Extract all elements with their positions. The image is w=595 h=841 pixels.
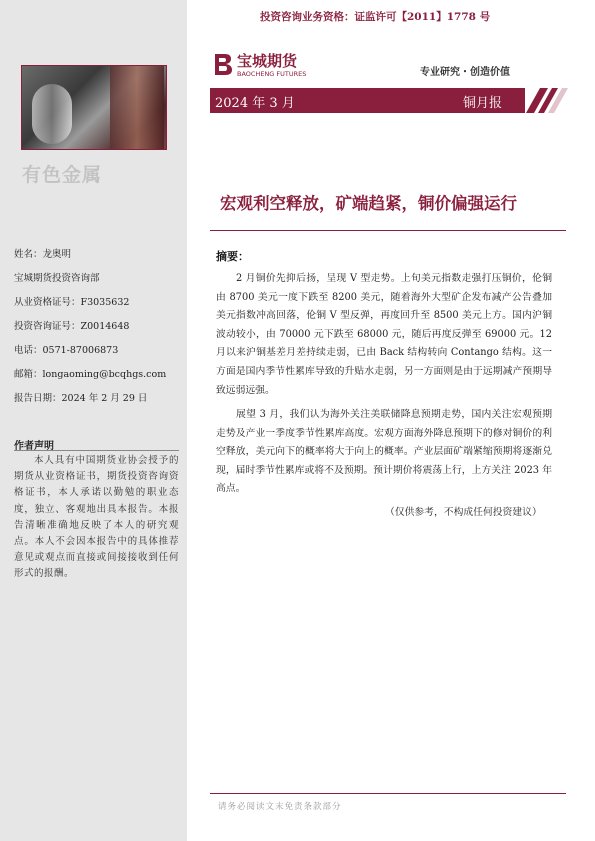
report-type: 铜月报	[463, 96, 503, 111]
email[interactable]: 邮箱：longaoming@bcqhgs.com	[14, 369, 167, 380]
footer-note: 请务必阅读文末免责条款部分	[218, 802, 342, 812]
analyst-name: 姓名：龙奥明	[14, 249, 72, 260]
footer-divider	[210, 793, 566, 794]
author-statement-heading: 作者声明	[14, 441, 54, 452]
photo-highlight	[32, 84, 72, 144]
slogan: 专业研究・创造价值	[420, 67, 510, 78]
phone: 电话：0571-87006873	[14, 345, 119, 356]
report-month: 2024 年 3 月	[215, 96, 295, 111]
report-title: 宏观利空释放，矿端趋紧，铜价偏强运行	[220, 194, 517, 213]
sector-label: 有色金属	[22, 164, 103, 186]
title-divider	[210, 230, 566, 231]
company-logo-icon	[212, 52, 234, 76]
license-line: 投资咨询业务资格：证监许可【2011】1778 号	[260, 11, 491, 23]
photo-copper-coil	[110, 66, 164, 150]
cover-photo	[21, 65, 167, 150]
disclaimer: （仅供参考，不构成任何投资建议）	[385, 507, 542, 518]
report-date: 报告日期：2024 年 2 月 29 日	[14, 393, 148, 404]
abstract-paragraph-2: 展望 3 月，我们认为海外关注美联储降息预期走势，国内关注宏观预期走势及产业一季度季节性累库高度。宏观方面海外降息预期下的修对铜价的利空释放，美元向下的概率将大于向上的概率。产业层面矿端紧缩预期将逐渐兑现，届时季节性累库或将不及预期。预计期价将震荡上行，上方关注 2023 年高点。	[216, 409, 552, 495]
consulting-number: 投资咨询证号：Z0014648	[14, 321, 130, 332]
banner-stripes-decoration	[518, 88, 568, 113]
abstract-label: 摘要：	[216, 250, 249, 263]
author-statement: 本人具有中国期货业协会授予的期货从业资格证书，期货投资咨询资格证书，本人承诺以勤勉的职业态度，独立、客观地出具本报告。本报告清晰准确地反映了本人的研究观点。本人不会因本报告中的具体推荐意见或观点而直接或间接接收到任何形式的报酬。	[14, 455, 179, 580]
abstract-paragraph-1: 2 月铜价先抑后扬，呈现 V 型走势。上旬美元指数走强打压铜价，伦铜由 8700 美元一度下跌至 8200 美元，随着海外大型矿企发布减产公告叠加美元指数冲高回落，伦铜 V 型反弹，再度回升至 8500 美元上方。国内沪铜波动较小，由 70000 元下跌至 68000 元，随后再度反弹至 69000 元。12 月以来沪铜基差月差持续走弱，已由 Back 结构转向 Contango 结构。这一方面是国内季节性累库导致的升贴水走弱，另一方面则是由于远期减产预期导致远弱远强。	[216, 273, 552, 396]
company-logo-text: 宝城期货	[237, 52, 298, 70]
company-logo-english: BAOCHENG FUTURES	[237, 70, 307, 78]
department: 宝城期货投资咨询部	[14, 273, 100, 284]
qualification-number: 从业资格证号：F3035632	[14, 297, 130, 308]
author-divider	[14, 450, 179, 451]
